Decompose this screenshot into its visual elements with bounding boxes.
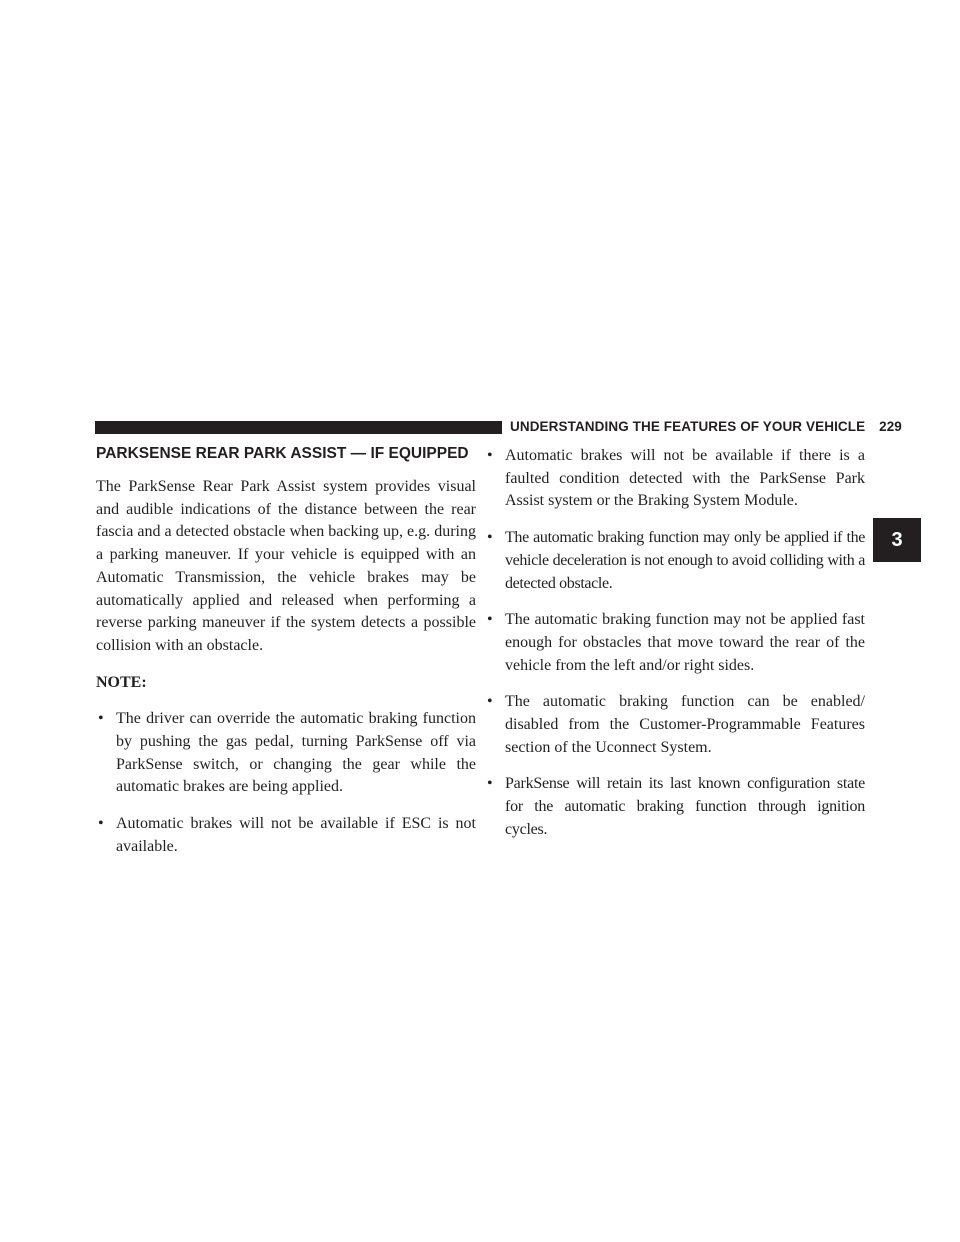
section-title: UNDERSTANDING THE FEATURES OF YOUR VEHICLE (510, 419, 866, 434)
note-list-right (485, 445, 865, 842)
list-item: • ParkSense will retain its last known configuration state for the automatic braking function through ignition cycles. (485, 773, 865, 841)
section-heading: PARKSENSE REAR PARK ASSIST — IF EQUIPPED (96, 445, 469, 462)
left-column (96, 445, 476, 859)
intro-paragraph: The ParkSense Rear Park Assist system provides visual and audible indications of the distance between the rear fascia and a detected obstacle when backing up, e.g. during a parking maneuver. If your vehicle is equipped with an Automatic Transmission, the vehicle brakes may be automatically applied and released when performing a reverse parking maneuver if the system detects a possible collision with an obstacle. (96, 478, 476, 654)
list-item: • Automatic brakes will not be available if ESC is not available. (96, 813, 476, 858)
header-rule (95, 421, 502, 434)
running-header (510, 419, 902, 434)
list-item: • Automatic brakes will not be available if there is a faulted condition detected with the ParkSense Park Assist system or the Braking System Module. (485, 445, 865, 513)
list-item: • The automatic braking function may not be applied fast enough for obstacles that move toward the rear of the vehicle from the left and/or right sides. (485, 609, 865, 677)
note-label: NOTE: (96, 673, 147, 691)
chapter-tab: 3 (873, 518, 921, 562)
page-number: 229 (879, 419, 902, 434)
note-list-left (96, 708, 476, 858)
list-item: • The automatic braking function may only be applied if the vehicle deceleration is not enough to avoid colliding with a detected obstacle. (485, 527, 865, 595)
list-item: • The automatic braking function can be enabled/ disabled from the Customer-Programmable Features section of the Uconnect System. (485, 691, 865, 759)
list-item: • The driver can override the automatic braking function by pushing the gas pedal, turning ParkSense off via ParkSense switch, or changing the gear while the automatic brakes are being applied. (96, 708, 476, 799)
right-column (485, 445, 865, 842)
